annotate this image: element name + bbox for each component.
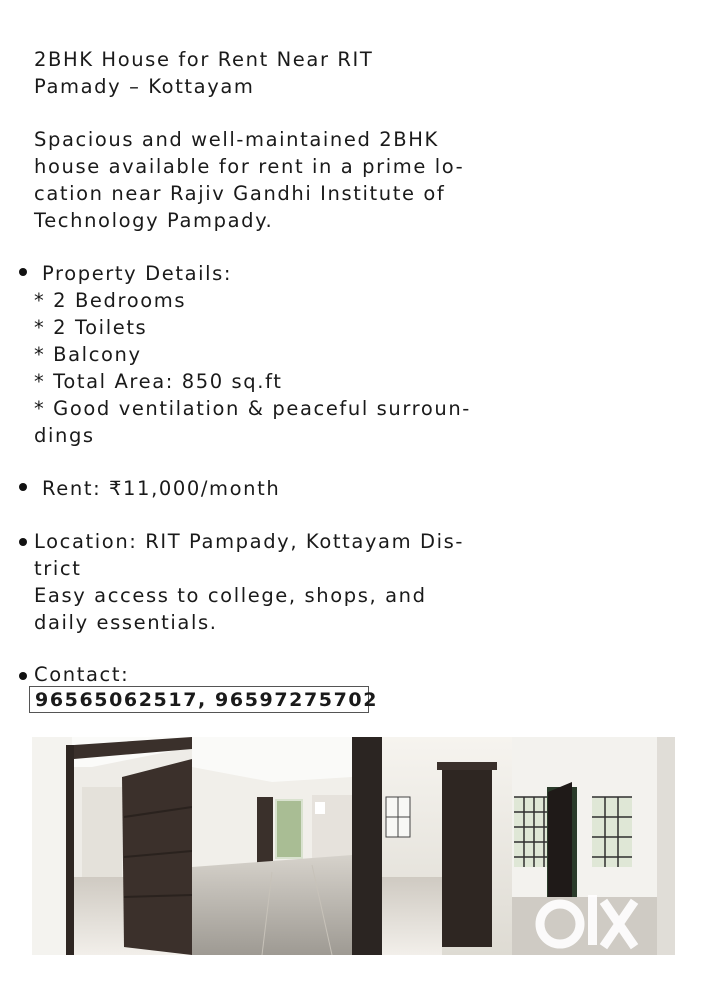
property-item-bedrooms: * 2 Bedrooms	[34, 289, 187, 312]
listing-title-line-1: 2BHK House for Rent Near RIT	[34, 48, 374, 71]
listing-title-line-2: Pamady – Kottayam	[34, 75, 255, 98]
property-item-ventilation-cont: dings	[34, 424, 95, 447]
bullet-icon	[19, 538, 27, 546]
bullet-icon	[19, 672, 27, 680]
contact-label: Contact:	[34, 663, 130, 686]
property-item-balcony: * Balcony	[34, 343, 142, 366]
location-line-3: Easy access to college, shops, and	[34, 584, 427, 607]
photo-living-room-door	[32, 737, 192, 955]
intro-line-1: Spacious and well-maintained 2BHK	[34, 128, 439, 151]
bullet-icon	[19, 483, 27, 491]
property-details-heading: Property Details:	[42, 262, 233, 285]
intro-line-3: cation near Rajiv Gandhi Institute of	[34, 182, 446, 205]
property-photo-collage	[32, 737, 675, 955]
property-item-ventilation: * Good ventilation & peaceful surroun-	[34, 397, 471, 420]
property-photos	[32, 737, 675, 955]
bullet-icon	[19, 268, 27, 276]
photo-hallway	[192, 737, 352, 955]
location-line-4: daily essentials.	[34, 611, 218, 634]
intro-line-4: Technology Pampady.	[34, 209, 274, 232]
contact-numbers[interactable]: 96565062517, 96597275702	[35, 689, 379, 711]
location-line-1: Location: RIT Pampady, Kottayam Dis-	[34, 530, 465, 553]
property-item-toilets: * 2 Toilets	[34, 316, 148, 339]
photo-bedroom	[352, 737, 512, 955]
property-item-area: * Total Area: 850 sq.ft	[34, 370, 283, 393]
location-line-2: trict	[34, 557, 82, 580]
intro-line-2: house available for rent in a prime lo-	[34, 155, 465, 178]
rent-text: Rent: ₹11,000/month	[42, 477, 281, 500]
contact-numbers-box	[29, 686, 379, 713]
